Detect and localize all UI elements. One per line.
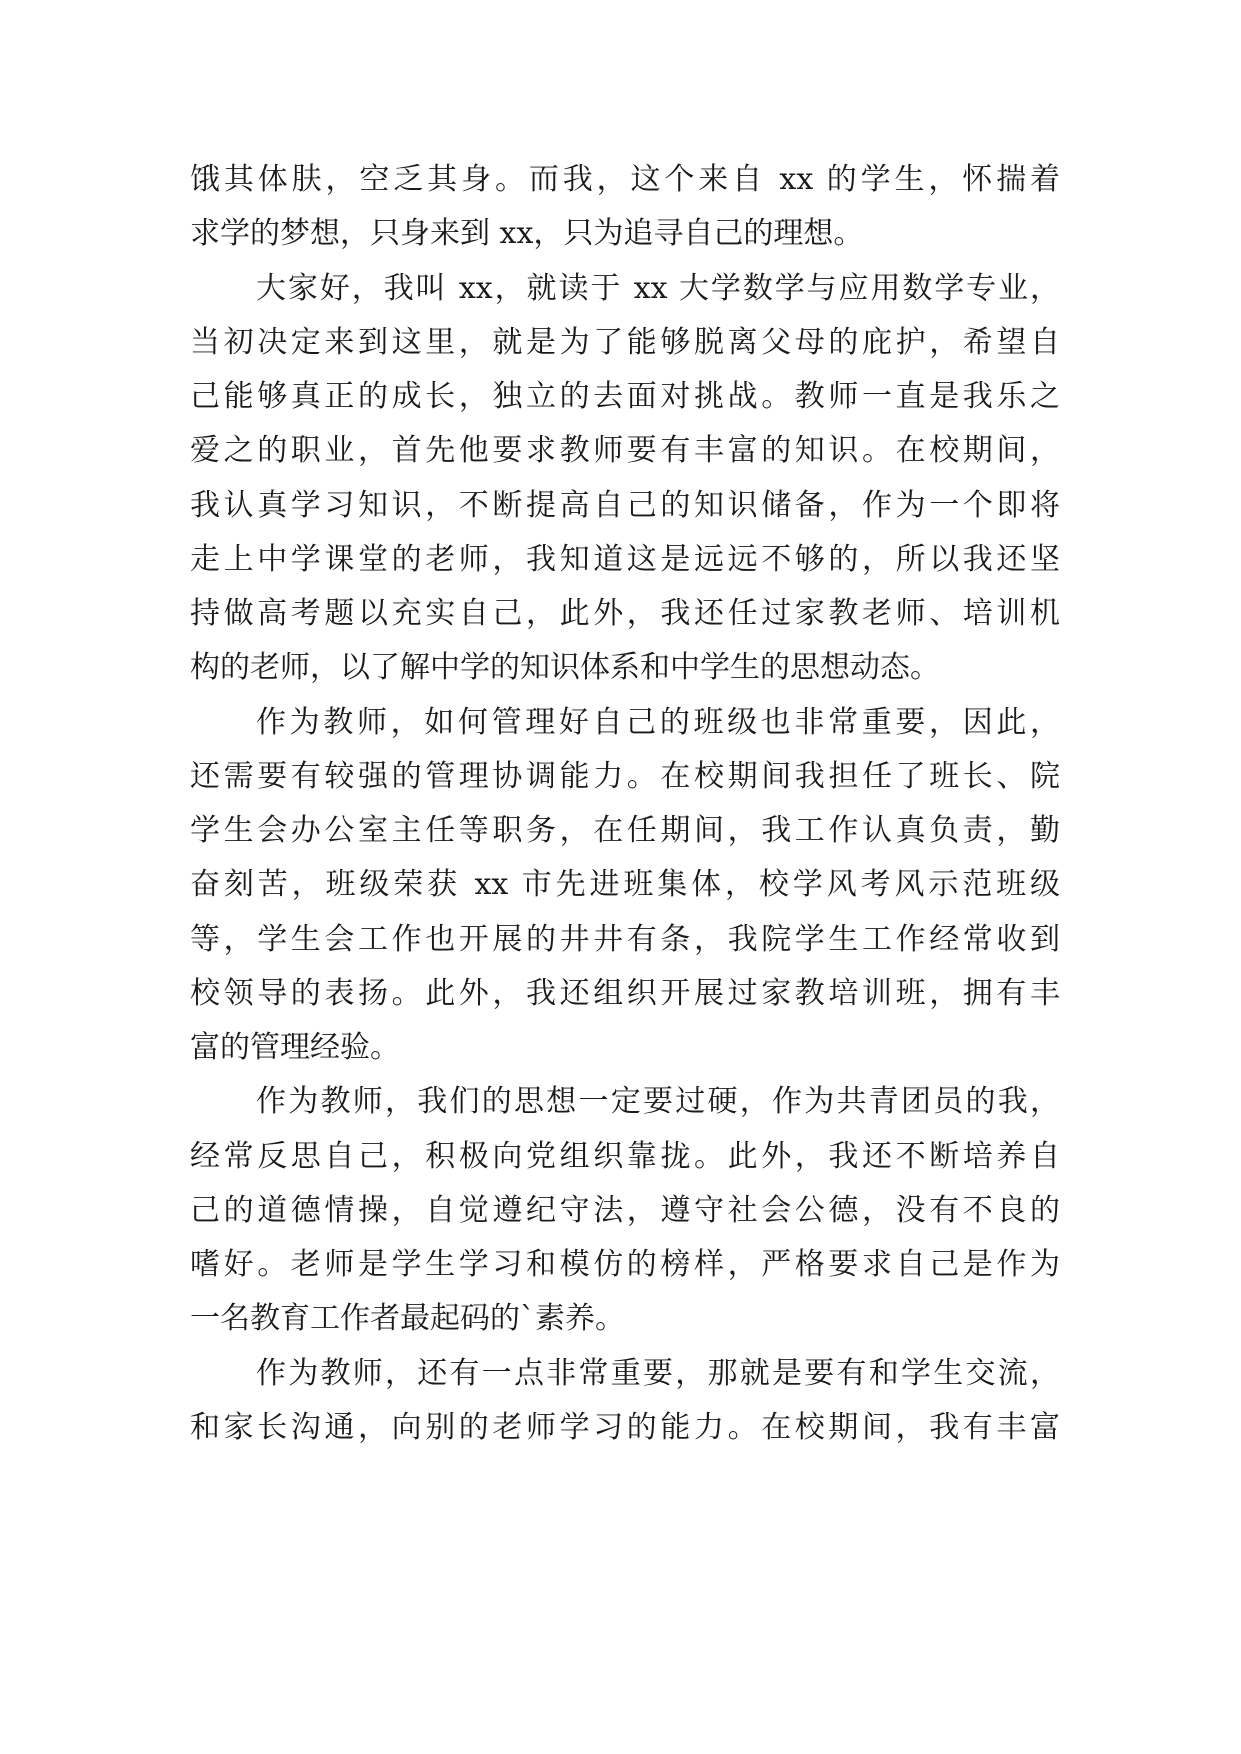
text-line: 持做高考题以充实自己，此外，我还任过家教老师、培训机 bbox=[190, 596, 1060, 631]
text-line: 当初决定来到这里，就是为了能够脱离父母的庇护，希望自 bbox=[190, 324, 1060, 360]
text-line: 爱之的职业，首先他要求教师要有丰富的知识。在校期间， bbox=[190, 433, 1060, 469]
text-line: 学生会办公室主任等职务，在任期间，我工作认真负责，勤 bbox=[190, 813, 1060, 848]
paragraph bbox=[190, 153, 1060, 262]
text-line: 奋刻苦，班级荣获 xx 市先进班集体，校学风考风示范班级 bbox=[190, 867, 1060, 903]
paragraph bbox=[190, 1075, 1060, 1346]
text-line: 饿其体肤，空乏其身。而我，这个来自 xx 的学生，怀揣着 bbox=[190, 162, 1060, 197]
text-line: 作为教师，我们的思想一定要过硬，作为共青团员的我， bbox=[256, 1084, 1060, 1120]
text-line: 经常反思自己，积极向党组织靠拢。此外，我还不断培养自 bbox=[190, 1138, 1060, 1174]
text-line: 嗜好。老师是学生学习和模仿的榜样，严格要求自己是作为 bbox=[190, 1247, 1060, 1282]
text-line: 己的道德情操，自觉遵纪守法，遵守社会公德，没有不良的 bbox=[190, 1192, 1060, 1228]
text-line: 作为教师，还有一点非常重要，那就是要有和学生交流， bbox=[256, 1355, 1060, 1391]
paragraph bbox=[190, 262, 1060, 696]
text-line: 还需要有较强的管理协调能力。在校期间我担任了班长、院 bbox=[190, 758, 1060, 794]
paragraph bbox=[190, 696, 1060, 1076]
text-line: 大家好，我叫 xx，就读于 xx 大学数学与应用数学专业， bbox=[256, 270, 1060, 306]
text-line: 一名教育工作者最起码的`素养。 bbox=[190, 1301, 625, 1337]
text-line: 己能够真正的成长，独立的去面对挑战。教师一直是我乐之 bbox=[190, 379, 1060, 414]
text-line: 走上中学课堂的老师，我知道这是远远不够的，所以我还坚 bbox=[190, 541, 1060, 577]
text-line: 校领导的表扬。此外，我还组织开展过家教培训班，拥有丰 bbox=[190, 975, 1060, 1011]
text-line: 求学的梦想，只身来到 xx，只为追寻自己的理想。 bbox=[190, 216, 864, 252]
text-line: 作为教师，如何管理好自己的班级也非常重要，因此， bbox=[256, 704, 1060, 740]
text-line: 和家长沟通，向别的老师学习的能力。在校期间，我有丰富 bbox=[190, 1409, 1060, 1445]
text-line: 我认真学习知识，不断提高自己的知识储备，作为一个即将 bbox=[190, 487, 1060, 523]
body-text bbox=[190, 153, 1060, 1455]
text-line: 等，学生会工作也开展的井井有条，我院学生工作经常收到 bbox=[190, 921, 1060, 957]
text-line: 富的管理经验。 bbox=[190, 1030, 400, 1065]
text-line: 构的老师，以了解中学的知识体系和中学生的思想动态。 bbox=[190, 650, 940, 686]
paragraph bbox=[190, 1347, 1060, 1456]
